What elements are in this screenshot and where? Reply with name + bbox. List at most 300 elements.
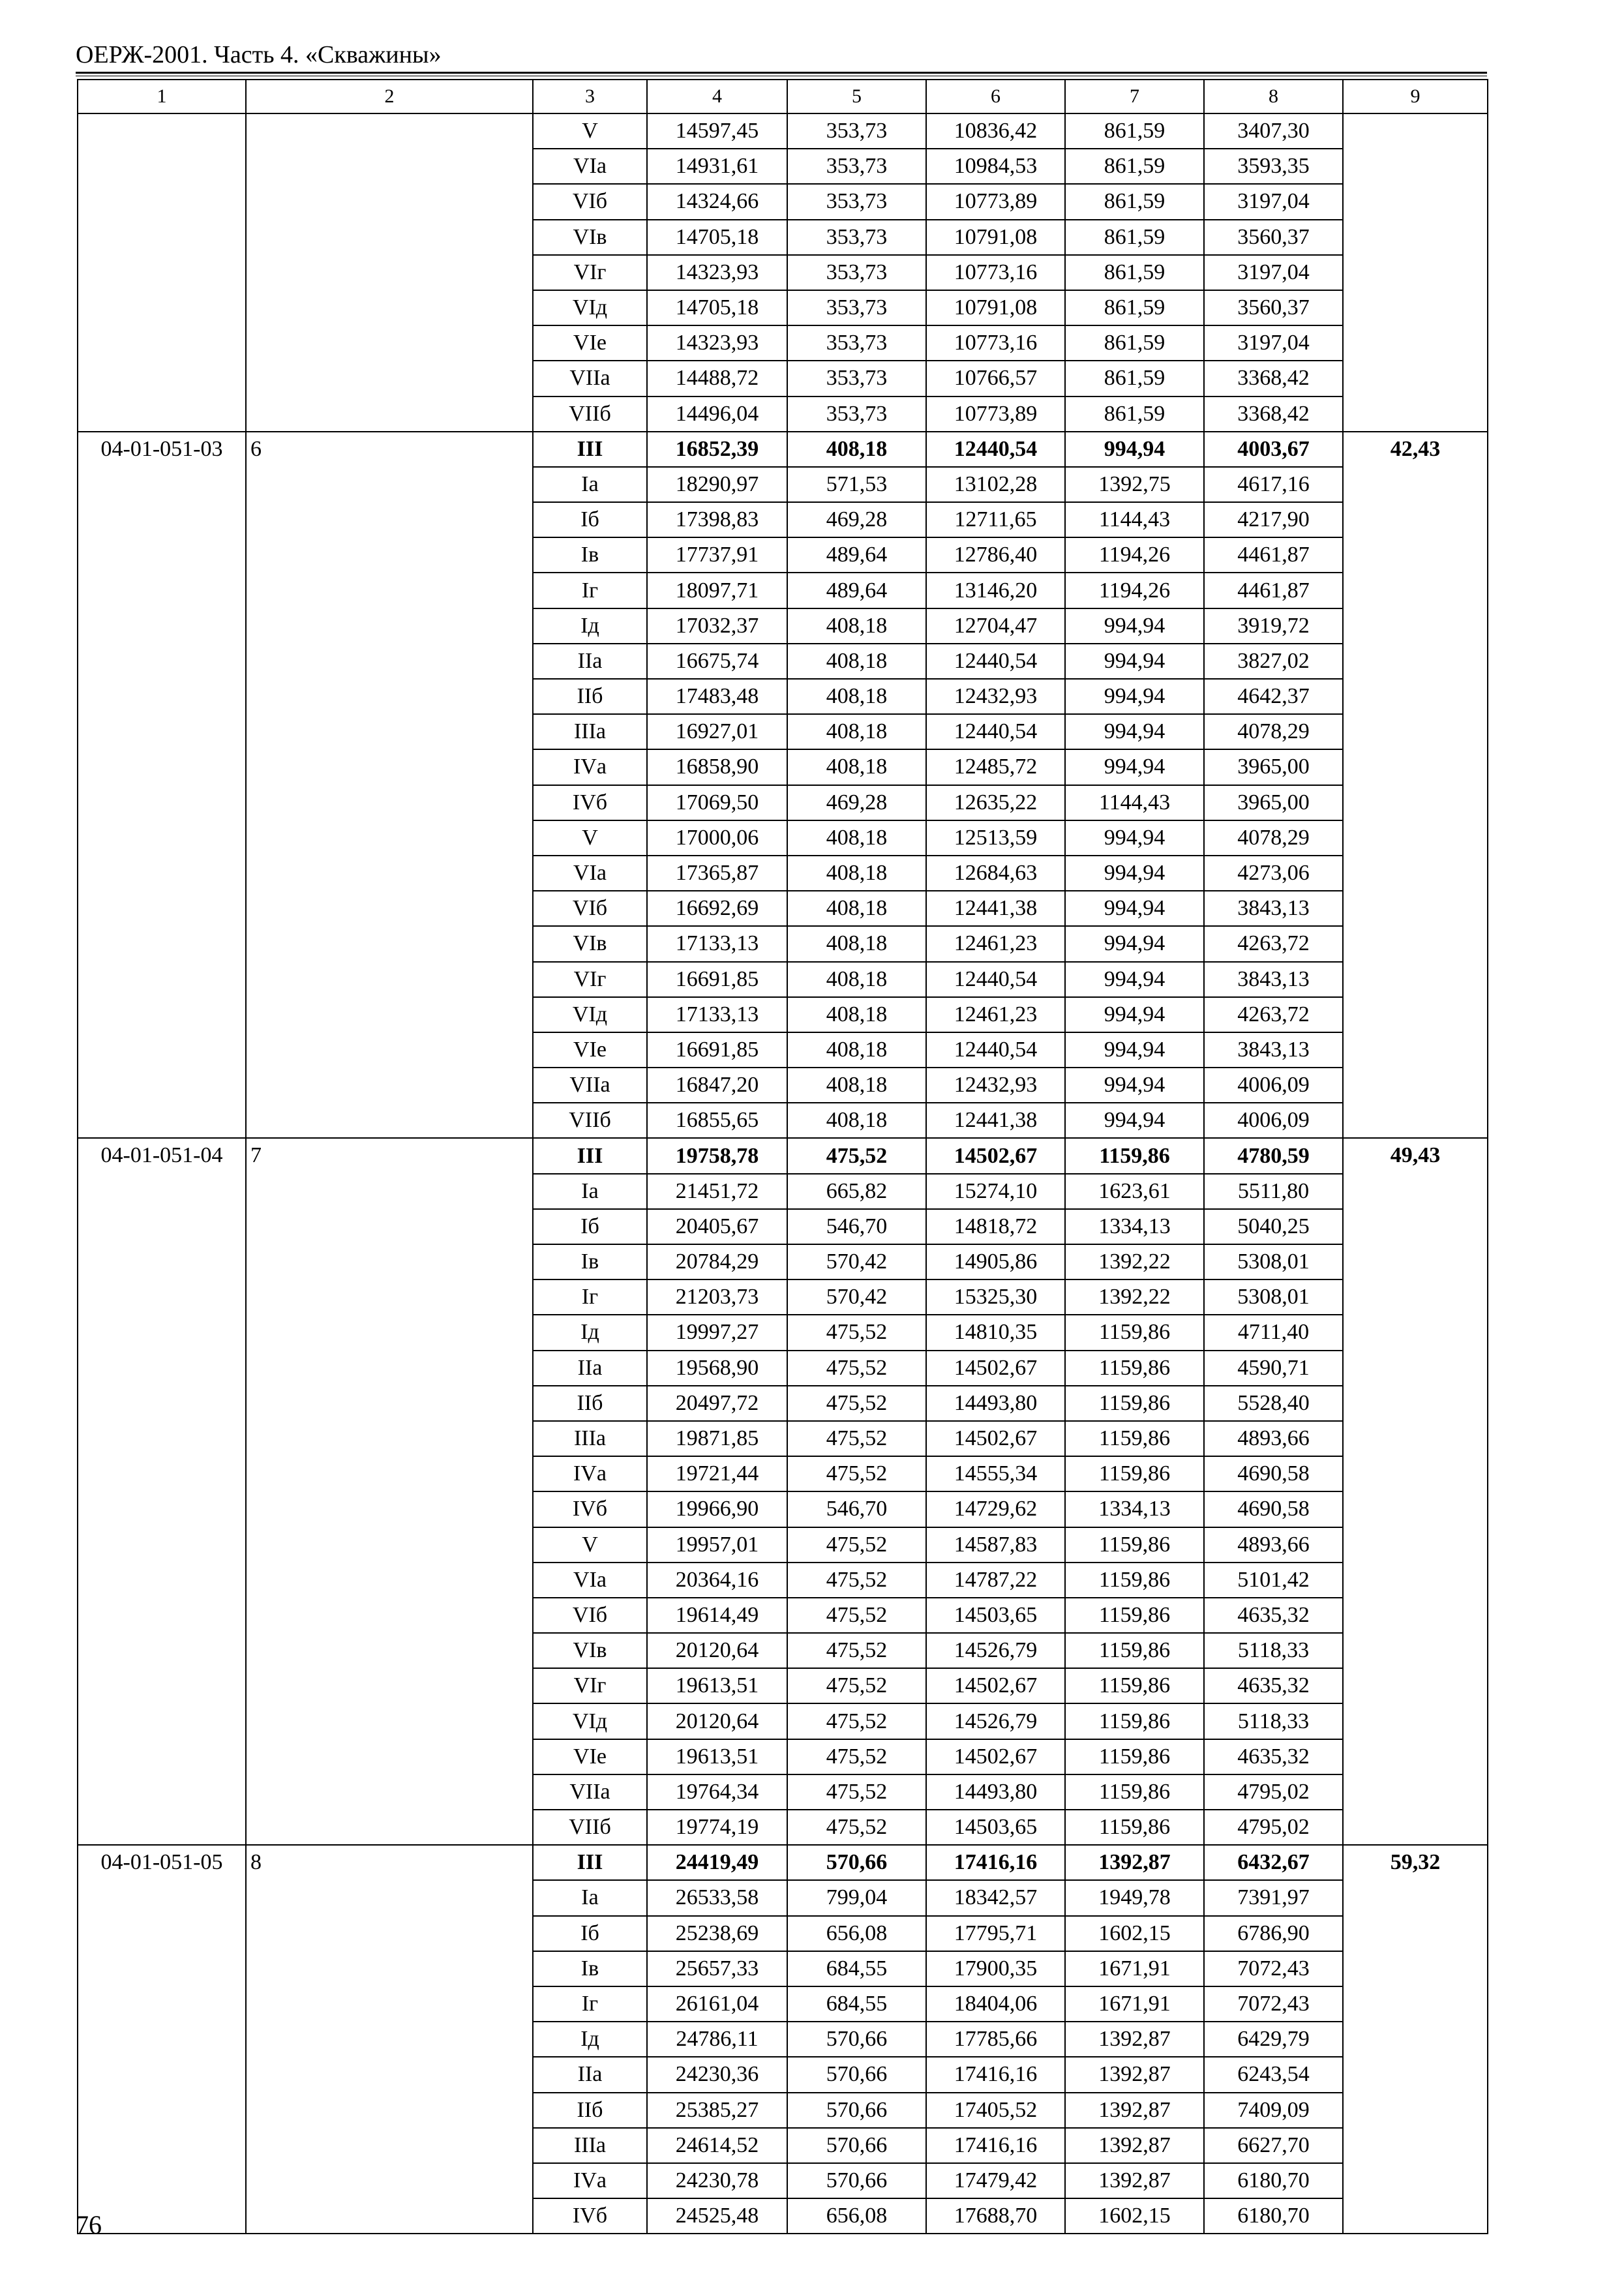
- value-cell: 14488,72: [647, 361, 787, 396]
- value-cell: 1159,86: [1065, 1351, 1204, 1386]
- value-cell: 24230,36: [647, 2057, 787, 2092]
- zone-cell: IVб: [533, 2198, 647, 2234]
- value-cell: 656,08: [787, 2198, 926, 2234]
- value-cell: 17479,42: [926, 2163, 1065, 2198]
- value-cell: 12432,93: [926, 679, 1065, 714]
- zone-cell: VIIа: [533, 1068, 647, 1103]
- value-cell: 24419,49: [647, 1845, 787, 1880]
- value-cell: 5511,80: [1204, 1174, 1343, 1209]
- zone-cell: V: [533, 113, 647, 149]
- value-cell: 24614,52: [647, 2128, 787, 2163]
- value-cell: 475,52: [787, 1739, 926, 1774]
- value-cell: 16692,69: [647, 891, 787, 926]
- zone-cell: IIа: [533, 1351, 647, 1386]
- value-cell: 994,94: [1065, 714, 1204, 749]
- zone-cell: V: [533, 1527, 647, 1563]
- value-cell: 665,82: [787, 1174, 926, 1209]
- value-cell: 861,59: [1065, 149, 1204, 184]
- value-cell: 5101,42: [1204, 1563, 1343, 1598]
- value-cell: 1334,13: [1065, 1209, 1204, 1244]
- value-cell: 14493,80: [926, 1386, 1065, 1421]
- value-cell: 15325,30: [926, 1279, 1065, 1315]
- value-cell: 3407,30: [1204, 113, 1343, 149]
- value-cell: 14502,67: [926, 1668, 1065, 1703]
- value-cell: 14502,67: [926, 1138, 1065, 1173]
- zone-cell: VIе: [533, 325, 647, 361]
- zone-cell: Iв: [533, 1244, 647, 1279]
- zone-cell: VIIб: [533, 396, 647, 432]
- value-cell: 3197,04: [1204, 255, 1343, 290]
- value-cell: 10773,16: [926, 325, 1065, 361]
- value-cell: 1159,86: [1065, 1810, 1204, 1845]
- price-code-cell: 04-01-051-04: [78, 1138, 246, 1845]
- value-cell: 5308,01: [1204, 1279, 1343, 1315]
- value-cell: 3593,35: [1204, 149, 1343, 184]
- value-cell: 353,73: [787, 149, 926, 184]
- price-code-cell: [78, 113, 246, 432]
- zone-cell: IIIа: [533, 2128, 647, 2163]
- value-cell: 408,18: [787, 1103, 926, 1138]
- zone-cell: IIа: [533, 2057, 647, 2092]
- value-cell: 3843,13: [1204, 891, 1343, 926]
- zone-cell: VIIб: [533, 1810, 647, 1845]
- value-cell: 475,52: [787, 1527, 926, 1563]
- value-cell: 14493,80: [926, 1774, 1065, 1810]
- value-cell: 994,94: [1065, 749, 1204, 785]
- value-cell: 18342,57: [926, 1880, 1065, 1915]
- value-cell: 20497,72: [647, 1386, 787, 1421]
- zone-cell: Iа: [533, 1880, 647, 1915]
- value-cell: 20405,67: [647, 1209, 787, 1244]
- value-cell: 4263,72: [1204, 926, 1343, 961]
- zone-cell: VIа: [533, 856, 647, 891]
- zone-cell: IIIа: [533, 1421, 647, 1456]
- value-cell: 14324,66: [647, 184, 787, 219]
- value-cell: 1159,86: [1065, 1668, 1204, 1703]
- value-cell: 12461,23: [926, 997, 1065, 1032]
- table-row: [78, 1845, 1488, 1880]
- value-cell: 4635,32: [1204, 1598, 1343, 1633]
- value-cell: 17795,71: [926, 1916, 1065, 1951]
- value-cell: 17032,37: [647, 608, 787, 644]
- value-cell: 3560,37: [1204, 220, 1343, 255]
- zone-cell: Iб: [533, 502, 647, 537]
- zone-cell: VIг: [533, 1668, 647, 1703]
- value-cell: 14905,86: [926, 1244, 1065, 1279]
- value-cell: 20120,64: [647, 1703, 787, 1739]
- value-cell: 684,55: [787, 1986, 926, 2022]
- zone-cell: VIг: [533, 255, 647, 290]
- value-cell: 570,42: [787, 1279, 926, 1315]
- value-cell: 6786,90: [1204, 1916, 1343, 1951]
- value-cell: 19774,19: [647, 1810, 787, 1845]
- value-cell: 19764,34: [647, 1774, 787, 1810]
- column-number-cell: 7: [1065, 80, 1204, 113]
- value-cell: 4590,71: [1204, 1351, 1343, 1386]
- value-cell: 12461,23: [926, 926, 1065, 961]
- zone-cell: Iд: [533, 1315, 647, 1350]
- value-cell: 475,52: [787, 1351, 926, 1386]
- value-cell: 1159,86: [1065, 1421, 1204, 1456]
- value-cell: 25657,33: [647, 1951, 787, 1986]
- value-cell: 4690,58: [1204, 1491, 1343, 1527]
- value-cell: 17416,16: [926, 2057, 1065, 2092]
- value-cell: 12786,40: [926, 537, 1065, 573]
- value-cell: 4078,29: [1204, 714, 1343, 749]
- value-cell: 570,66: [787, 2057, 926, 2092]
- value-cell: 4635,32: [1204, 1739, 1343, 1774]
- value-cell: 13102,28: [926, 467, 1065, 502]
- value-cell: 13146,20: [926, 573, 1065, 608]
- zone-cell: III: [533, 1138, 647, 1173]
- value-cell: 861,59: [1065, 396, 1204, 432]
- value-cell: 353,73: [787, 290, 926, 325]
- value-cell: 14810,35: [926, 1315, 1065, 1350]
- value-cell: 6243,54: [1204, 2057, 1343, 2092]
- value-cell: 1623,61: [1065, 1174, 1204, 1209]
- value-cell: 25385,27: [647, 2093, 787, 2128]
- value-cell: 1392,87: [1065, 2163, 1204, 2198]
- description-cell: 8: [246, 1845, 533, 2234]
- value-cell: 18404,06: [926, 1986, 1065, 2022]
- value-cell: 19614,49: [647, 1598, 787, 1633]
- column-number-cell: 9: [1343, 80, 1488, 113]
- zone-cell: VIб: [533, 184, 647, 219]
- value-cell: 14526,79: [926, 1703, 1065, 1739]
- column-number-cell: 4: [647, 80, 787, 113]
- value-cell: 10773,89: [926, 396, 1065, 432]
- zone-cell: IVб: [533, 785, 647, 820]
- zone-cell: VIIа: [533, 1774, 647, 1810]
- value-cell: 994,94: [1065, 820, 1204, 856]
- value-cell: 408,18: [787, 608, 926, 644]
- column-number-cell: 3: [533, 80, 647, 113]
- zone-cell: VIг: [533, 962, 647, 997]
- value-cell: 6627,70: [1204, 2128, 1343, 2163]
- zone-cell: IVа: [533, 1456, 647, 1491]
- zone-cell: VIа: [533, 149, 647, 184]
- value-cell: 353,73: [787, 255, 926, 290]
- zone-cell: Iа: [533, 1174, 647, 1209]
- value-cell: 20784,29: [647, 1244, 787, 1279]
- value-cell: 4461,87: [1204, 537, 1343, 573]
- zone-cell: Iа: [533, 467, 647, 502]
- value-cell: 475,52: [787, 1633, 926, 1668]
- value-cell: 17133,13: [647, 997, 787, 1032]
- value-cell: 6432,67: [1204, 1845, 1343, 1880]
- value-cell: 994,94: [1065, 1032, 1204, 1068]
- value-cell: 14323,93: [647, 325, 787, 361]
- value-cell: 475,52: [787, 1421, 926, 1456]
- value-cell: 489,64: [787, 537, 926, 573]
- value-cell: 4273,06: [1204, 856, 1343, 891]
- value-cell: 14503,65: [926, 1598, 1065, 1633]
- value-cell: 19966,90: [647, 1491, 787, 1527]
- column-number-cell: 6: [926, 80, 1065, 113]
- value-cell: 6180,70: [1204, 2198, 1343, 2234]
- zone-cell: VIв: [533, 220, 647, 255]
- value-cell: 14502,67: [926, 1739, 1065, 1774]
- value-cell: 1392,75: [1065, 467, 1204, 502]
- value-cell: 4617,16: [1204, 467, 1343, 502]
- description-cell: 6: [246, 432, 533, 1139]
- zone-cell: IIб: [533, 2093, 647, 2128]
- value-cell: 5118,33: [1204, 1703, 1343, 1739]
- value-cell: 353,73: [787, 325, 926, 361]
- value-cell: 10773,89: [926, 184, 1065, 219]
- value-cell: 570,66: [787, 2163, 926, 2198]
- value-cell: 475,52: [787, 1563, 926, 1598]
- value-cell: 14502,67: [926, 1351, 1065, 1386]
- value-cell: 14496,04: [647, 396, 787, 432]
- value-cell: 17398,83: [647, 502, 787, 537]
- value-cell: 21451,72: [647, 1174, 787, 1209]
- value-cell: 408,18: [787, 1068, 926, 1103]
- zone-cell: IIб: [533, 1386, 647, 1421]
- col9-cell: [1343, 113, 1488, 432]
- value-cell: 408,18: [787, 891, 926, 926]
- value-cell: 1194,26: [1065, 537, 1204, 573]
- value-cell: 546,70: [787, 1491, 926, 1527]
- value-cell: 7072,43: [1204, 1986, 1343, 2022]
- zone-cell: Iв: [533, 1951, 647, 1986]
- value-cell: 1392,87: [1065, 2093, 1204, 2128]
- value-cell: 17416,16: [926, 2128, 1065, 2163]
- value-cell: 408,18: [787, 714, 926, 749]
- zone-cell: Iб: [533, 1209, 647, 1244]
- value-cell: 861,59: [1065, 290, 1204, 325]
- value-cell: 408,18: [787, 749, 926, 785]
- value-cell: 1144,43: [1065, 785, 1204, 820]
- value-cell: 14705,18: [647, 290, 787, 325]
- value-cell: 17688,70: [926, 2198, 1065, 2234]
- value-cell: 1392,87: [1065, 2128, 1204, 2163]
- value-cell: 24230,78: [647, 2163, 787, 2198]
- value-cell: 19613,51: [647, 1668, 787, 1703]
- price-code-cell: 04-01-051-03: [78, 432, 246, 1139]
- zone-cell: Iд: [533, 608, 647, 644]
- zone-cell: VIа: [533, 1563, 647, 1598]
- value-cell: 861,59: [1065, 113, 1204, 149]
- value-cell: 12635,22: [926, 785, 1065, 820]
- value-cell: 570,42: [787, 1244, 926, 1279]
- value-cell: 24786,11: [647, 2022, 787, 2057]
- value-cell: 4893,66: [1204, 1527, 1343, 1563]
- value-cell: 1392,22: [1065, 1244, 1204, 1279]
- value-cell: 3843,13: [1204, 1032, 1343, 1068]
- value-cell: 469,28: [787, 785, 926, 820]
- value-cell: 3965,00: [1204, 785, 1343, 820]
- value-cell: 994,94: [1065, 644, 1204, 679]
- page-header: ОЕРЖ-2001. Часть 4. «Скважины»: [76, 40, 1487, 74]
- value-cell: 475,52: [787, 1138, 926, 1173]
- zone-cell: VIд: [533, 290, 647, 325]
- value-cell: 4003,67: [1204, 432, 1343, 467]
- value-cell: 546,70: [787, 1209, 926, 1244]
- value-cell: 16927,01: [647, 714, 787, 749]
- value-cell: 12440,54: [926, 432, 1065, 467]
- column-number-row: [78, 80, 1488, 113]
- value-cell: 7409,09: [1204, 2093, 1343, 2128]
- value-cell: 475,52: [787, 1668, 926, 1703]
- value-cell: 19997,27: [647, 1315, 787, 1350]
- col9-cell: 59,32: [1343, 1845, 1488, 2234]
- value-cell: 3827,02: [1204, 644, 1343, 679]
- value-cell: 994,94: [1065, 1068, 1204, 1103]
- column-number-cell: 1: [78, 80, 246, 113]
- zone-cell: Iг: [533, 1986, 647, 2022]
- value-cell: 1392,87: [1065, 1845, 1204, 1880]
- value-cell: 14787,22: [926, 1563, 1065, 1598]
- value-cell: 994,94: [1065, 962, 1204, 997]
- value-cell: 994,94: [1065, 679, 1204, 714]
- value-cell: 1602,15: [1065, 2198, 1204, 2234]
- zone-cell: V: [533, 820, 647, 856]
- value-cell: 861,59: [1065, 220, 1204, 255]
- zone-cell: VIд: [533, 1703, 647, 1739]
- value-cell: 18097,71: [647, 573, 787, 608]
- value-cell: 16847,20: [647, 1068, 787, 1103]
- value-cell: 1392,87: [1065, 2057, 1204, 2092]
- value-cell: 14503,65: [926, 1810, 1065, 1845]
- price-code-cell: 04-01-051-05: [78, 1845, 246, 2234]
- value-cell: 14931,61: [647, 149, 787, 184]
- value-cell: 24525,48: [647, 2198, 787, 2234]
- value-cell: 408,18: [787, 1032, 926, 1068]
- value-cell: 16858,90: [647, 749, 787, 785]
- value-cell: 861,59: [1065, 255, 1204, 290]
- value-cell: 6180,70: [1204, 2163, 1343, 2198]
- value-cell: 861,59: [1065, 361, 1204, 396]
- value-cell: 17416,16: [926, 1845, 1065, 1880]
- value-cell: 4780,59: [1204, 1138, 1343, 1173]
- value-cell: 14597,45: [647, 113, 787, 149]
- value-cell: 19613,51: [647, 1739, 787, 1774]
- value-cell: 1602,15: [1065, 1916, 1204, 1951]
- value-cell: 12440,54: [926, 1032, 1065, 1068]
- value-cell: 1334,13: [1065, 1491, 1204, 1527]
- zone-cell: IVб: [533, 1491, 647, 1527]
- zone-cell: VIе: [533, 1739, 647, 1774]
- value-cell: 408,18: [787, 644, 926, 679]
- value-cell: 14526,79: [926, 1633, 1065, 1668]
- value-cell: 994,94: [1065, 997, 1204, 1032]
- value-cell: 4006,09: [1204, 1068, 1343, 1103]
- value-cell: 1159,86: [1065, 1739, 1204, 1774]
- value-cell: 408,18: [787, 820, 926, 856]
- value-cell: 475,52: [787, 1810, 926, 1845]
- zone-cell: VIIа: [533, 361, 647, 396]
- value-cell: 408,18: [787, 432, 926, 467]
- value-cell: 1144,43: [1065, 502, 1204, 537]
- value-cell: 4711,40: [1204, 1315, 1343, 1350]
- value-cell: 1671,91: [1065, 1951, 1204, 1986]
- value-cell: 353,73: [787, 361, 926, 396]
- value-cell: 4795,02: [1204, 1774, 1343, 1810]
- value-cell: 10791,08: [926, 220, 1065, 255]
- value-cell: 994,94: [1065, 856, 1204, 891]
- value-cell: 571,53: [787, 467, 926, 502]
- value-cell: 1194,26: [1065, 573, 1204, 608]
- value-cell: 17405,52: [926, 2093, 1065, 2128]
- value-cell: 4642,37: [1204, 679, 1343, 714]
- value-cell: 26161,04: [647, 1986, 787, 2022]
- value-cell: 4461,87: [1204, 573, 1343, 608]
- value-cell: 20120,64: [647, 1633, 787, 1668]
- value-cell: 17133,13: [647, 926, 787, 961]
- value-cell: 12441,38: [926, 891, 1065, 926]
- value-cell: 1159,86: [1065, 1138, 1204, 1173]
- zone-cell: IIа: [533, 644, 647, 679]
- column-number-cell: 2: [246, 80, 533, 113]
- value-cell: 1159,86: [1065, 1386, 1204, 1421]
- value-cell: 17737,91: [647, 537, 787, 573]
- value-cell: 353,73: [787, 113, 926, 149]
- value-cell: 16691,85: [647, 962, 787, 997]
- value-cell: 17483,48: [647, 679, 787, 714]
- zone-cell: Iб: [533, 1916, 647, 1951]
- value-cell: 19568,90: [647, 1351, 787, 1386]
- table-body: [78, 80, 1488, 2234]
- value-cell: 17900,35: [926, 1951, 1065, 1986]
- value-cell: 14555,34: [926, 1456, 1065, 1491]
- value-cell: 408,18: [787, 926, 926, 961]
- value-cell: 1159,86: [1065, 1527, 1204, 1563]
- value-cell: 4690,58: [1204, 1456, 1343, 1491]
- value-cell: 408,18: [787, 856, 926, 891]
- value-cell: 14502,67: [926, 1421, 1065, 1456]
- value-cell: 4006,09: [1204, 1103, 1343, 1138]
- table-row: [78, 113, 1488, 149]
- rates-table: [77, 79, 1488, 2234]
- value-cell: 475,52: [787, 1456, 926, 1491]
- value-cell: 15274,10: [926, 1174, 1065, 1209]
- value-cell: 10773,16: [926, 255, 1065, 290]
- value-cell: 26533,58: [647, 1880, 787, 1915]
- value-cell: 25238,69: [647, 1916, 787, 1951]
- column-number-cell: 5: [787, 80, 926, 113]
- zone-cell: VIе: [533, 1032, 647, 1068]
- zone-cell: Iг: [533, 1279, 647, 1315]
- value-cell: 1159,86: [1065, 1774, 1204, 1810]
- value-cell: 1159,86: [1065, 1456, 1204, 1491]
- value-cell: 12684,63: [926, 856, 1065, 891]
- value-cell: 12513,59: [926, 820, 1065, 856]
- value-cell: 5528,40: [1204, 1386, 1343, 1421]
- value-cell: 14587,83: [926, 1527, 1065, 1563]
- value-cell: 19871,85: [647, 1421, 787, 1456]
- value-cell: 408,18: [787, 679, 926, 714]
- value-cell: 14818,72: [926, 1209, 1065, 1244]
- zone-cell: VIд: [533, 997, 647, 1032]
- value-cell: 353,73: [787, 396, 926, 432]
- value-cell: 3197,04: [1204, 325, 1343, 361]
- zone-cell: IIIа: [533, 714, 647, 749]
- zone-cell: IIб: [533, 679, 647, 714]
- value-cell: 17000,06: [647, 820, 787, 856]
- table-row: [78, 1138, 1488, 1173]
- value-cell: 19957,01: [647, 1527, 787, 1563]
- col9-cell: 49,43: [1343, 1138, 1488, 1845]
- value-cell: 6429,79: [1204, 2022, 1343, 2057]
- value-cell: 1392,22: [1065, 1279, 1204, 1315]
- value-cell: 16852,39: [647, 432, 787, 467]
- column-number-cell: 8: [1204, 80, 1343, 113]
- value-cell: 3919,72: [1204, 608, 1343, 644]
- value-cell: 475,52: [787, 1386, 926, 1421]
- value-cell: 3965,00: [1204, 749, 1343, 785]
- zone-cell: Iг: [533, 573, 647, 608]
